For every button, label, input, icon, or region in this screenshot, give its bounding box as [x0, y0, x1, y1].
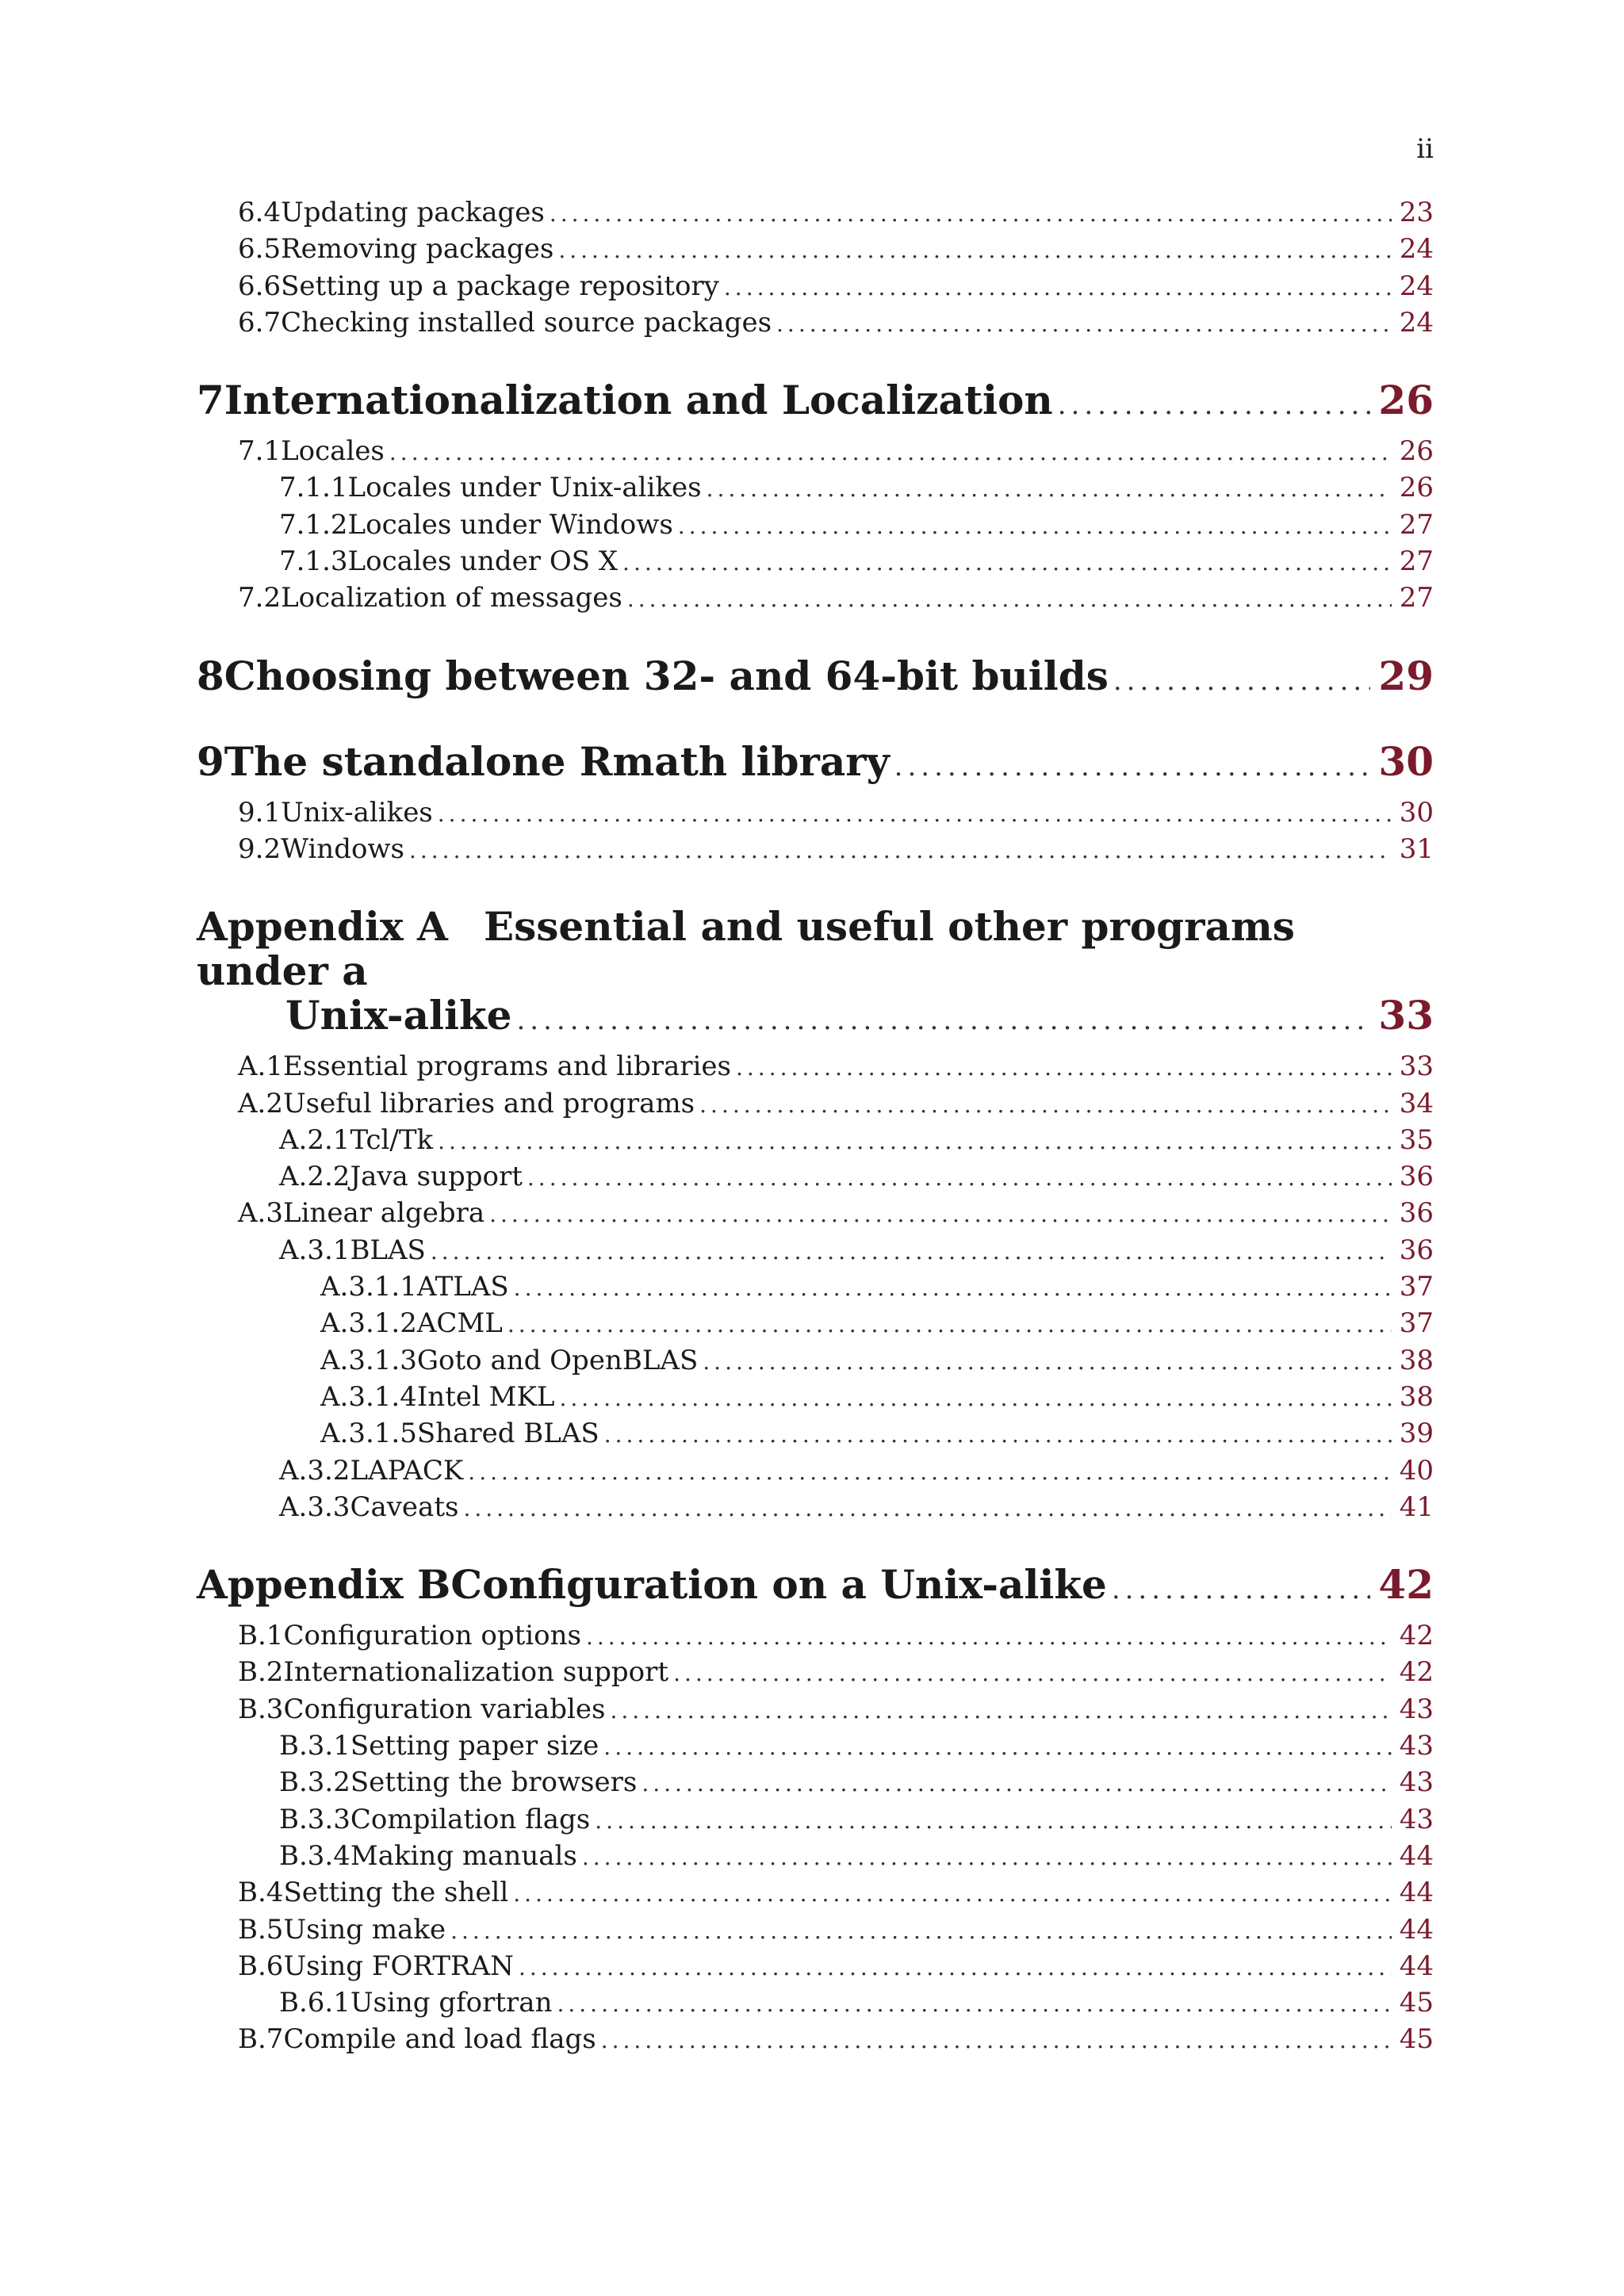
toc-entry-title: Localization of messages [281, 582, 622, 614]
toc-entry-a-2-2[interactable] [197, 1159, 1434, 1196]
toc-entry-number: B.3.2 [279, 1766, 350, 1799]
toc-entry-number: B.3 [238, 1693, 284, 1725]
toc-entry-number: 6.6 [238, 270, 282, 302]
toc-entry-title: Removing packages [281, 233, 554, 266]
toc-entry-b-7[interactable] [197, 2022, 1434, 2058]
toc-entry-page[interactable]: 33 [1399, 1050, 1434, 1083]
table-of-contents [197, 195, 1434, 2059]
toc-entry-title: Internationalization support [283, 1656, 669, 1689]
toc-entry-7-1-3[interactable] [197, 544, 1434, 580]
toc-entry-a-3-1[interactable] [197, 1233, 1434, 1269]
dot-leader [450, 1913, 1392, 1949]
dot-leader [1112, 1567, 1371, 1612]
toc-entry-7-1-2[interactable] [197, 507, 1434, 544]
toc-entry-b-6-1[interactable] [197, 1985, 1434, 2022]
chapter-number: 7 [197, 377, 224, 424]
toc-entry-title: Setting the browsers [350, 1766, 638, 1799]
toc-appendix-b[interactable] [197, 1563, 1434, 1612]
appendix-title-line2: Unix-alike [285, 992, 512, 1039]
toc-entry-page[interactable]: 26 [1399, 472, 1434, 504]
toc-entry-number: 6.7 [238, 306, 282, 339]
toc-entry-a-3-1-2[interactable] [197, 1306, 1434, 1342]
toc-entry-number: 7.1 [238, 435, 282, 468]
toc-entry-title: BLAS [350, 1234, 426, 1266]
dot-leader [516, 998, 1370, 1043]
toc-entry-page[interactable]: 44 [1399, 1913, 1434, 1946]
toc-entry-title: Checking installed source packages [281, 306, 772, 339]
toc-entry-number: A.3.1.2 [320, 1307, 417, 1340]
toc-entry-number: 9.1 [238, 796, 282, 828]
dot-leader [673, 1655, 1392, 1691]
toc-entry-page[interactable]: 43 [1399, 1803, 1434, 1835]
toc-entry-b-3-2[interactable] [197, 1765, 1434, 1801]
toc-entry-title: Caveats [350, 1490, 459, 1523]
dot-leader [557, 1986, 1391, 2022]
toc-entry-a-1[interactable] [197, 1049, 1434, 1085]
appendix-title-line1: Essential and useful other programs under a [197, 903, 1295, 995]
dot-leader [582, 1839, 1392, 1875]
toc-entry-6-6[interactable] [197, 269, 1434, 305]
chapter-page[interactable]: 29 [1378, 652, 1434, 699]
toc-entry-title: Configuration variables [283, 1693, 606, 1725]
dot-leader [699, 1087, 1392, 1123]
page-number: ii [1416, 133, 1434, 165]
toc-entry-b-3-4[interactable] [197, 1839, 1434, 1875]
dot-leader [604, 1417, 1392, 1452]
toc-entry-b-3-3[interactable] [197, 1802, 1434, 1839]
appendix-label: Appendix B [197, 1561, 451, 1609]
dot-leader [894, 744, 1371, 789]
toc-entry-title: Compilation flags [350, 1803, 591, 1835]
toc-entry-b-3[interactable] [197, 1692, 1434, 1728]
toc-entry-title: Making manuals [350, 1839, 577, 1872]
dot-leader [463, 1490, 1391, 1526]
dot-leader [527, 1160, 1392, 1196]
toc-entry-number: B.5 [238, 1913, 284, 1946]
chapter-title: The standalone Rmath library [224, 737, 890, 785]
toc-entry-page[interactable]: 30 [1399, 796, 1434, 828]
toc-entry-title: Java support [350, 1161, 523, 1193]
toc-entry-title: Setting the shell [283, 1877, 509, 1909]
toc-entry-title: Tcl/Tk [350, 1123, 434, 1156]
dot-leader [389, 434, 1392, 470]
dot-leader [601, 2022, 1392, 2058]
toc-entry-number: A.2 [238, 1087, 283, 1119]
toc-entry-number: A.2.2 [279, 1161, 350, 1193]
toc-entry-a-3-1-4[interactable] [197, 1380, 1434, 1416]
dot-leader [508, 1307, 1392, 1342]
toc-entry-title: Intel MKL [416, 1380, 555, 1413]
toc-entry-title: Using FORTRAN [283, 1950, 514, 1982]
toc-entry-9-2[interactable] [197, 832, 1434, 868]
toc-entry-number: A.3.2 [279, 1454, 350, 1487]
dot-leader [431, 1234, 1392, 1269]
toc-entry-page[interactable]: 31 [1399, 832, 1434, 865]
appendix-title: Configuration on a Unix-alike [450, 1561, 1107, 1609]
toc-entry-7-1[interactable] [197, 434, 1434, 470]
dot-leader [642, 1766, 1391, 1801]
toc-entry-page[interactable]: 36 [1399, 1197, 1434, 1230]
toc-entry-number: A.2.1 [279, 1123, 350, 1156]
dot-leader [1113, 659, 1371, 703]
toc-entry-page[interactable]: 39 [1399, 1418, 1434, 1450]
toc-entry-number: A.3.3 [279, 1490, 350, 1523]
toc-entry-number: B.1 [238, 1620, 284, 1652]
toc-entry-page[interactable]: 38 [1399, 1380, 1434, 1413]
toc-entry-number: B.6 [238, 1950, 284, 1982]
dot-leader [519, 1950, 1392, 1985]
toc-entry-number: B.4 [238, 1877, 284, 1909]
toc-entry-page[interactable]: 45 [1399, 1987, 1434, 2019]
toc-entry-title: ACML [416, 1307, 503, 1340]
dot-leader [468, 1454, 1391, 1490]
toc-entry-page[interactable]: 37 [1399, 1271, 1434, 1303]
toc-entry-page[interactable]: 27 [1399, 508, 1434, 541]
toc-entry-a-3-1-5[interactable] [197, 1416, 1434, 1452]
appendix-page[interactable]: 42 [1378, 1561, 1434, 1609]
dot-leader [489, 1196, 1392, 1232]
toc-entry-title: Useful libraries and programs [283, 1087, 695, 1119]
dot-leader [703, 1344, 1391, 1380]
dot-leader [550, 196, 1392, 232]
toc-entry-page[interactable]: 40 [1399, 1454, 1434, 1487]
toc-entry-page[interactable]: 36 [1399, 1161, 1434, 1193]
dot-leader [1058, 383, 1371, 427]
toc-entry-b-4[interactable] [197, 1875, 1434, 1911]
toc-entry-page[interactable]: 41 [1399, 1490, 1434, 1523]
toc-entry-number: A.3 [238, 1197, 283, 1230]
toc-entry-page[interactable]: 44 [1399, 1839, 1434, 1872]
toc-entry-6-5[interactable] [197, 232, 1434, 268]
chapter-page[interactable]: 30 [1378, 737, 1434, 785]
dot-leader [622, 545, 1392, 580]
toc-entry-number: 9.2 [238, 832, 282, 865]
toc-entry-page[interactable]: 44 [1399, 1877, 1434, 1909]
toc-entry-title: Windows [281, 832, 404, 865]
toc-entry-number: 7.1.1 [279, 472, 348, 504]
toc-entry-title: Using gfortran [350, 1987, 553, 2019]
dot-leader [559, 1380, 1391, 1416]
toc-entry-page[interactable]: 24 [1399, 306, 1434, 339]
dot-leader [724, 270, 1392, 305]
dot-leader [736, 1050, 1392, 1085]
toc-entry-page[interactable]: 42 [1399, 1656, 1434, 1689]
dot-leader [438, 1123, 1392, 1159]
toc-entry-b-2[interactable] [197, 1655, 1434, 1691]
dot-leader [776, 306, 1392, 342]
toc-entry-page[interactable]: 43 [1399, 1693, 1434, 1725]
toc-entry-number: A.3.1.5 [320, 1418, 417, 1450]
chapter-title: Choosing between 32- and 64-bit builds [224, 652, 1109, 699]
chapter-title: Internationalization and Localization [224, 377, 1053, 424]
toc-entry-page[interactable]: 42 [1399, 1620, 1434, 1652]
toc-entry-title: Configuration options [283, 1620, 581, 1652]
dot-leader [409, 832, 1392, 868]
toc-entry-number: B.2 [238, 1656, 284, 1689]
dot-leader [603, 1729, 1391, 1765]
chapter-number: 9 [197, 737, 224, 785]
toc-entry-page[interactable]: 34 [1399, 1087, 1434, 1119]
toc-entry-page[interactable]: 37 [1399, 1307, 1434, 1340]
dot-leader [707, 471, 1392, 507]
toc-entry-b-6[interactable] [197, 1949, 1434, 1985]
dot-leader [627, 581, 1392, 617]
toc-entry-number: 7.1.2 [279, 508, 348, 541]
toc-entry-title: Locales under Unix-alikes [347, 472, 702, 504]
toc-entry-title: Updating packages [281, 197, 545, 228]
toc-entry-a-3-3[interactable] [197, 1490, 1434, 1526]
toc-entry-page[interactable]: 26 [1399, 435, 1434, 468]
toc-entry-page[interactable]: 45 [1399, 2023, 1434, 2056]
toc-entry-number: B.7 [238, 2023, 284, 2056]
toc-entry-6-4[interactable] [197, 195, 1434, 232]
toc-entry-title: Goto and OpenBLAS [416, 1344, 699, 1376]
toc-entry-page[interactable]: 43 [1399, 1766, 1434, 1799]
toc-entry-title: LAPACK [350, 1454, 464, 1487]
toc-entry-page[interactable]: 44 [1399, 1950, 1434, 1982]
toc-entry-7-1-1[interactable] [197, 470, 1434, 507]
toc-entry-number: A.3.1.3 [320, 1344, 417, 1376]
toc-chapter-9[interactable] [197, 737, 1434, 789]
dot-leader [678, 508, 1392, 544]
toc-entry-number: A.1 [238, 1050, 283, 1083]
appendix-page[interactable]: 33 [1378, 992, 1434, 1039]
toc-entry-a-3[interactable] [197, 1196, 1434, 1232]
toc-entry-page[interactable]: 27 [1399, 545, 1434, 578]
dot-leader [513, 1876, 1392, 1911]
toc-entry-number: B.6.1 [279, 1987, 350, 2019]
toc-entry-title: Locales under OS X [347, 545, 619, 578]
toc-entry-title: Setting paper size [350, 1730, 599, 1762]
toc-appendix-a-title-cont[interactable] [197, 993, 1434, 1043]
toc-chapter-7[interactable] [197, 378, 1434, 427]
toc-entry-number: B.3.1 [279, 1730, 350, 1762]
toc-entry-title: Essential programs and libraries [283, 1050, 731, 1083]
toc-entry-title: Locales under Windows [347, 508, 673, 541]
toc-chapter-8[interactable] [197, 654, 1434, 703]
toc-entry-7-2[interactable] [197, 580, 1434, 617]
dot-leader [514, 1270, 1392, 1306]
toc-entry-b-3-1[interactable] [197, 1728, 1434, 1765]
toc-entry-title: Setting up a package repository [281, 270, 719, 302]
toc-entry-b-1[interactable] [197, 1618, 1434, 1655]
toc-entry-page[interactable]: 24 [1399, 233, 1434, 266]
toc-entry-number: B.3.4 [279, 1839, 350, 1872]
toc-entry-number: 6.4 [238, 197, 282, 228]
toc-entry-number: 6.5 [238, 233, 282, 266]
toc-entry-title: Compile and load flags [283, 2023, 596, 2056]
dot-leader [438, 796, 1392, 832]
toc-entry-a-2[interactable] [197, 1086, 1434, 1123]
toc-entry-page[interactable]: 43 [1399, 1730, 1434, 1762]
toc-entry-a-3-1-1[interactable] [197, 1269, 1434, 1306]
toc-entry-number: 7.2 [238, 582, 282, 614]
toc-entry-title: Unix-alikes [281, 796, 433, 828]
toc-entry-number: B.3.3 [279, 1803, 350, 1835]
toc-entry-9-1[interactable] [197, 795, 1434, 832]
toc-entry-title: Locales [281, 435, 385, 468]
chapter-number: 8 [197, 652, 224, 699]
appendix-label: Appendix A [197, 903, 448, 951]
toc-entry-title: Using make [283, 1913, 446, 1946]
toc-entry-a-2-1[interactable] [197, 1123, 1434, 1159]
toc-entry-page[interactable]: 36 [1399, 1234, 1434, 1266]
toc-entry-number: A.3.1.4 [320, 1380, 417, 1413]
toc-entry-number: A.3.1.1 [320, 1271, 417, 1303]
chapter-page[interactable]: 26 [1378, 377, 1434, 424]
dot-leader [586, 1619, 1392, 1655]
toc-entry-page[interactable]: 38 [1399, 1344, 1434, 1376]
toc-entry-page[interactable]: 24 [1399, 270, 1434, 302]
toc-entry-number: A.3.1 [279, 1234, 350, 1266]
toc-entry-page[interactable]: 27 [1399, 582, 1434, 614]
toc-entry-a-3-2[interactable] [197, 1453, 1434, 1490]
toc-entry-page[interactable]: 23 [1399, 197, 1434, 228]
toc-entry-b-5[interactable] [197, 1912, 1434, 1949]
toc-appendix-a-heading[interactable] [197, 905, 1434, 993]
dot-leader [595, 1803, 1391, 1839]
dot-leader [558, 232, 1391, 268]
toc-entry-title: Linear algebra [283, 1197, 485, 1230]
toc-entry-title: ATLAS [416, 1271, 509, 1303]
toc-entry-6-7[interactable] [197, 305, 1434, 342]
toc-entry-number: 7.1.3 [279, 545, 348, 578]
dot-leader [610, 1693, 1391, 1728]
toc-entry-a-3-1-3[interactable] [197, 1343, 1434, 1380]
toc-entry-title: Shared BLAS [416, 1418, 599, 1450]
toc-entry-page[interactable]: 35 [1399, 1123, 1434, 1156]
